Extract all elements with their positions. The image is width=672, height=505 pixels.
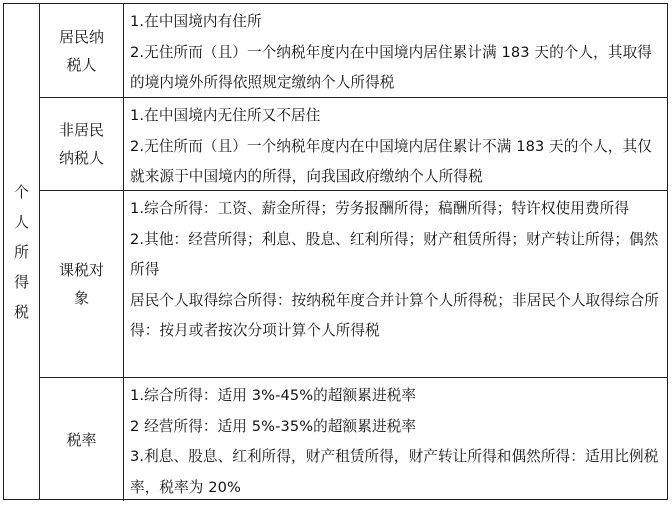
description-cell — [124, 378, 667, 501]
description-line: 1.综合所得：适用 3%-45%的超额累进税率 — [130, 387, 417, 404]
category-cell: 居民纳税人 — [40, 4, 124, 97]
description-cell — [124, 191, 667, 377]
tax-table — [3, 3, 668, 500]
category-cell: 非居民纳税人 — [40, 98, 124, 190]
description-cell — [124, 4, 667, 97]
main-category-label: 个人所得税 — [13, 182, 29, 321]
description-line: 3.利息、股息、红利所得，财产租赁所得，财产转让所得和偶然所得：适用比例税率，税率为 20% — [130, 448, 659, 496]
description-line: 居民个人取得综合所得：按纳税年度合并计算个人所得税；非居民个人取得综合所得：按月或者按次分项计算个人所得税 — [130, 291, 659, 339]
category-cell: 课税对象 — [40, 191, 124, 377]
table-row-nonresident — [40, 98, 667, 191]
description-line: 2.无住所而（且）一个纳税年度内在中国境内居住累计不满 183 天的个人，其仅就来源于中国境内的所得，向我国政府缴纳个人所得税 — [130, 137, 652, 185]
table-row-resident — [40, 4, 667, 98]
description-line: 1.在中国境内有住所 — [130, 13, 262, 30]
description-line: 1.综合所得：工资、薪金所得；劳务报酬所得；稿酬所得；特许权使用费所得 — [130, 200, 630, 217]
table-row-taxable-objects — [40, 191, 667, 378]
description-line: 2.无住所而（且）一个纳税年度内在中国境内居住累计满 183 天的个人，其取得的境内境外所得依照规定缴纳个人所得税 — [130, 43, 652, 91]
description-line: 2 经营所得：适用 5%-35%的超额累进税率 — [130, 417, 417, 435]
description-cell — [124, 98, 667, 190]
description-line: 2.其他：经营所得；利息、股息、红利所得；财产租赁所得；财产转让所得；偶然所得 — [130, 230, 659, 278]
main-category-cell — [4, 4, 40, 499]
category-cell: 税率 — [40, 378, 124, 501]
description-line: 1.在中国境内无住所又不居住 — [130, 107, 321, 124]
table-row-tax-rate — [40, 378, 667, 501]
